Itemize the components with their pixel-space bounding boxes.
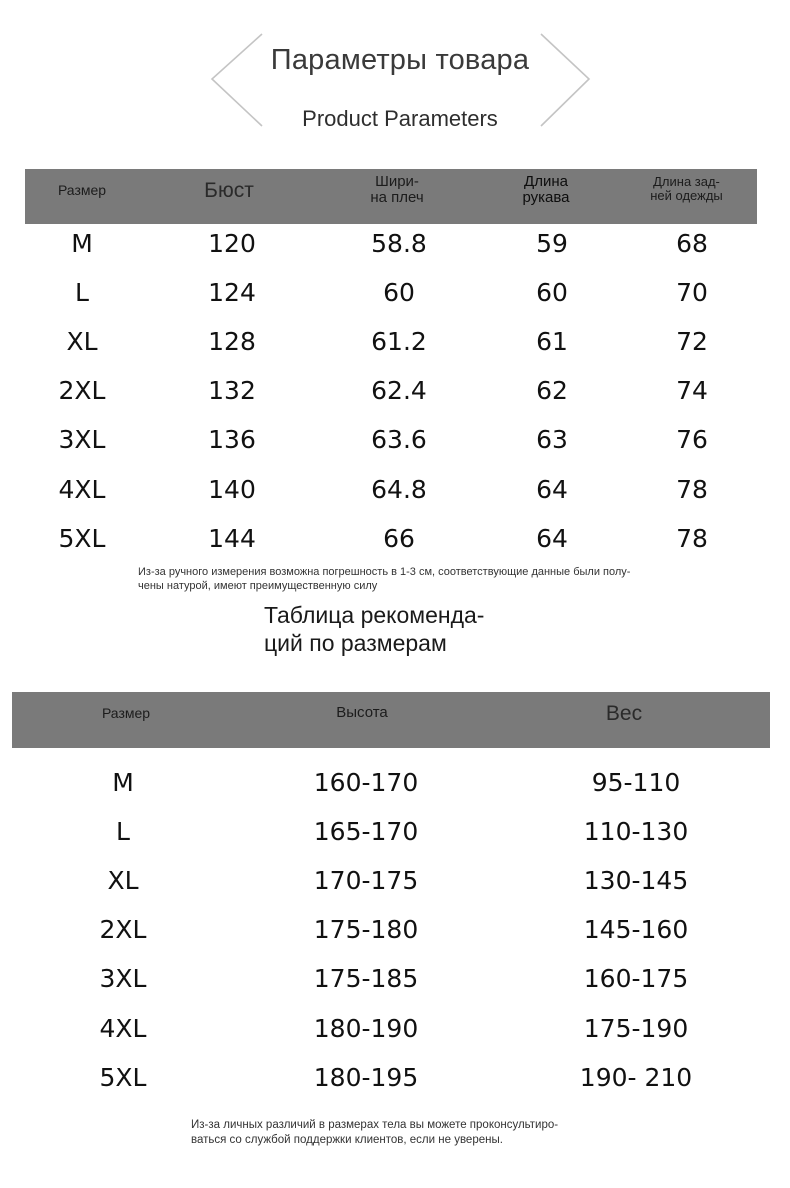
params-value-cell: 76: [676, 425, 708, 455]
header-bust: Бюст: [204, 179, 254, 202]
header-sleeve: [501, 174, 591, 206]
params-value-cell: 61: [536, 327, 568, 357]
params-value-cell: 72: [676, 327, 708, 357]
recommend-title: [264, 601, 584, 657]
measurement-note: [138, 565, 758, 594]
params-value-cell: 78: [676, 474, 708, 504]
params-value-cell: 59: [536, 229, 568, 258]
params-value-cell: 68: [676, 229, 708, 258]
params-value-cell: 64: [536, 523, 568, 553]
header-shoulder-line2: на плеч: [370, 188, 424, 206]
header-sleeve-line1: Длина: [524, 173, 568, 190]
size-table-header: [12, 692, 770, 748]
params-value-cell: 128: [208, 327, 256, 357]
params-size-cell: 3XL: [58, 425, 106, 455]
params-value-cell: 124: [208, 278, 256, 308]
header-sleeve-line2: рукава: [522, 188, 570, 206]
support-note: [191, 1118, 711, 1148]
size-table-value-cell: 165-170: [313, 817, 419, 847]
params-value-cell: 70: [676, 278, 708, 308]
support-note-line2: ваться со службой поддержки клиентов, если не уверены.: [191, 1133, 503, 1146]
header-shoulder-line1: Шири-: [375, 173, 419, 190]
size-table-value-cell: 180-190: [313, 1013, 419, 1043]
params-value-cell: 132: [208, 376, 256, 406]
size-table-size-cell: 2XL: [99, 915, 147, 945]
params-value-cell: 144: [208, 523, 256, 553]
size-table-value-cell: 170-175: [313, 866, 419, 896]
size-table-size-cell: 3XL: [99, 964, 147, 994]
support-note-line1: Из-за личных различий в размерах тела вы можете проконсультиро-: [191, 1119, 559, 1131]
size-table-value-cell: 95-110: [591, 768, 681, 797]
params-value-cell: 62.4: [371, 376, 427, 406]
size-table-size-cell: M: [112, 768, 134, 797]
params-value-cell: 64: [536, 474, 568, 504]
params-value-cell: 63.6: [371, 425, 427, 455]
params-value-cell: 61.2: [371, 327, 427, 357]
size-table-value-cell: 180-195: [313, 1062, 419, 1092]
header-back-line1: Длина зад-: [653, 174, 720, 189]
params-value-cell: 64.8: [371, 474, 427, 504]
page-subtitle-en: Product Parameters: [302, 106, 498, 131]
params-size-cell: M: [71, 229, 93, 258]
size-table-size-cell: 4XL: [99, 1013, 147, 1043]
header-back-line2: ней одежды: [650, 187, 723, 203]
size-table-value-cell: 175-190: [583, 1013, 689, 1043]
params-value-cell: 140: [208, 474, 256, 504]
params-value-cell: 60: [536, 278, 568, 308]
size-table-size-cell: L: [116, 817, 130, 847]
recommend-title-line2: ций по размерам: [264, 630, 447, 657]
header-shoulder: [347, 174, 447, 206]
params-value-cell: 74: [676, 376, 708, 406]
size-table-value-cell: 130-145: [583, 866, 689, 896]
size-table-value-cell: 160-170: [313, 768, 419, 797]
size-table-value-cell: 175-180: [313, 915, 419, 945]
measurement-note-line1: Из-за ручного измерения возможна погрешность в 1-3 см, соответствующие данные были полу-: [138, 566, 631, 578]
params-value-cell: 78: [676, 523, 708, 553]
size-table-value-cell: 175-185: [313, 964, 419, 994]
header-size-2: Размер: [101, 705, 151, 721]
params-size-cell: XL: [66, 327, 98, 357]
params-size-cell: 5XL: [58, 523, 106, 553]
size-table-value-cell: 145-160: [583, 915, 689, 945]
title-frame-decoration: [0, 0, 790, 160]
size-table-size-cell: 5XL: [99, 1062, 147, 1092]
params-value-cell: 66: [383, 523, 415, 553]
recommend-title-line1: Таблица рекоменда-: [264, 602, 485, 628]
size-table-value-cell: 190- 210: [579, 1062, 693, 1092]
params-value-cell: 62: [536, 376, 568, 406]
params-value-cell: 58.8: [371, 229, 427, 258]
params-value-cell: 63: [536, 425, 568, 455]
header-back-length: [629, 175, 744, 202]
page-title: Параметры товара: [270, 44, 530, 76]
measurement-note-line2: чены натурой, имеют преимущественную силу: [138, 580, 378, 593]
size-table-value-cell: 110-130: [583, 817, 689, 847]
header-weight: Вес: [605, 702, 643, 725]
size-table-size-cell: XL: [107, 866, 139, 896]
header-height: Высота: [336, 704, 388, 721]
params-value-cell: 60: [383, 278, 415, 308]
params-value-cell: 120: [208, 229, 256, 258]
params-size-cell: L: [75, 278, 89, 308]
size-table-value-cell: 160-175: [583, 964, 689, 994]
params-size-cell: 4XL: [58, 474, 106, 504]
header-size: Размер: [57, 182, 107, 198]
params-value-cell: 136: [208, 425, 256, 455]
params-table-header: [25, 169, 757, 224]
params-size-cell: 2XL: [58, 376, 106, 406]
